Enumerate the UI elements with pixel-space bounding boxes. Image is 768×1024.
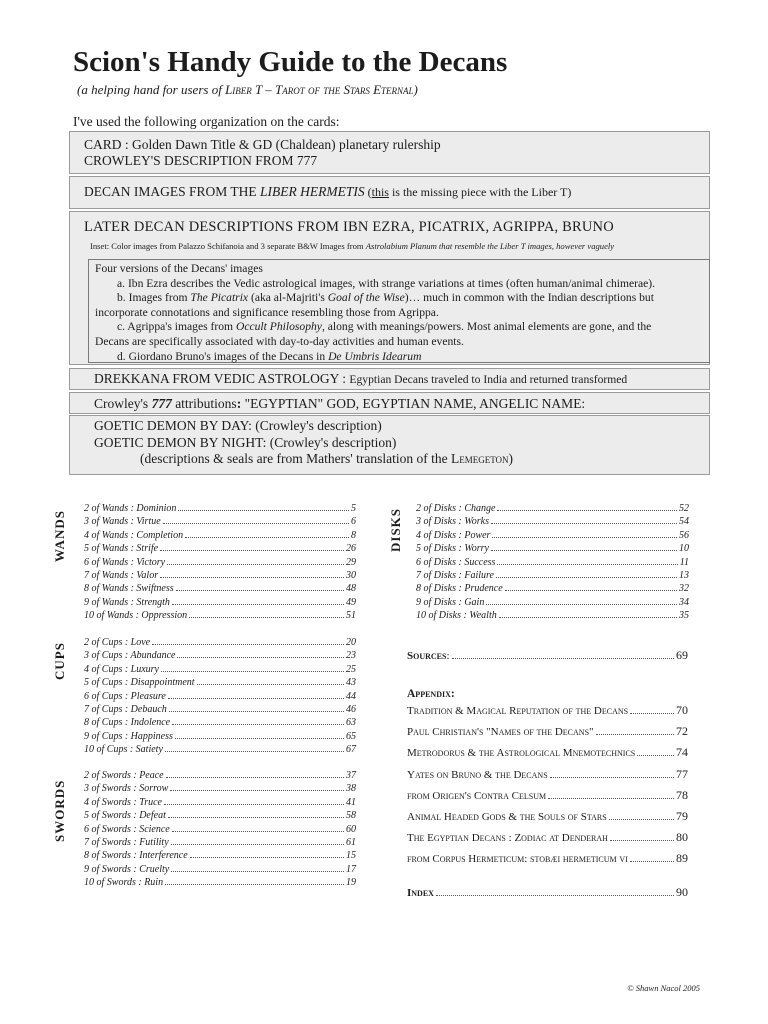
appendix-entry[interactable] xyxy=(407,851,688,866)
leader-dots xyxy=(172,723,344,725)
page-subtitle xyxy=(77,82,418,98)
toc-entry-title: 4 of Disks : Power xyxy=(416,529,491,541)
appendix-entry[interactable] xyxy=(407,830,688,845)
toc-entry[interactable] xyxy=(84,582,356,595)
leader-dots xyxy=(152,643,344,645)
leader-dots xyxy=(550,776,674,778)
goetic-night: GOETIC DEMON BY NIGHT: (Crowley's description) xyxy=(94,434,397,450)
toc-entry[interactable] xyxy=(84,556,356,569)
goetic-source xyxy=(94,451,709,468)
appendix-entry-page: 70 xyxy=(676,703,688,717)
toc-entry-page: 38 xyxy=(346,783,356,795)
appendix-entry[interactable] xyxy=(407,724,688,739)
right-toc xyxy=(407,648,688,908)
leader-dots xyxy=(163,522,349,524)
toc-entry-title: 10 of Cups : Satiety xyxy=(84,744,163,756)
appendix-entry-page: 78 xyxy=(676,788,688,802)
toc-entry-page: 6 xyxy=(351,516,356,528)
leader-dots xyxy=(167,563,344,565)
goetic-source-close: ) xyxy=(508,451,514,466)
toc-entry-title: 10 of Swords : Ruin xyxy=(84,877,164,889)
toc-entry[interactable] xyxy=(84,636,356,649)
toc-entry[interactable] xyxy=(416,502,689,515)
leader-dots xyxy=(169,710,344,712)
toc-entry[interactable] xyxy=(84,663,356,676)
toc-entry-page: 34 xyxy=(679,596,689,608)
version-b-post: )… much in common with the Indian descriptions but xyxy=(404,291,654,305)
toc-entry-title: 2 of Swords : Peace xyxy=(84,770,164,781)
appendix-entry-page: 79 xyxy=(676,809,688,823)
appendix-entry-title: Metrodorus & the Astrological Mnemotechnics xyxy=(407,747,636,759)
leader-dots xyxy=(491,522,677,524)
version-c xyxy=(95,320,709,335)
drekkana-note: Egyptian Decans traveled to India and returned transformed xyxy=(349,373,628,386)
toc-entry[interactable] xyxy=(416,515,689,528)
toc-entry-page: 17 xyxy=(346,863,356,875)
leader-dots xyxy=(436,894,674,896)
subtitle-close: ) xyxy=(413,82,418,97)
leader-dots xyxy=(189,616,344,618)
toc-entry-page: 11 xyxy=(679,556,689,568)
toc-entry-title: 4 of Wands : Completion xyxy=(84,529,184,541)
toc-disks xyxy=(416,502,689,623)
toc-entry-page: 41 xyxy=(346,796,356,808)
appendix-entry[interactable] xyxy=(407,809,688,824)
subtitle-book-title: Liber T – Tarot of the Stars Eternal xyxy=(225,82,414,97)
toc-entry[interactable] xyxy=(416,596,689,609)
leader-dots xyxy=(168,816,344,818)
toc-entry-title: 2 of Wands : Dominion xyxy=(84,503,177,514)
appendix-entry[interactable] xyxy=(407,703,688,718)
toc-entry-page: 5 xyxy=(351,503,356,514)
toc-entry-title: 5 of Swords : Defeat xyxy=(84,810,166,822)
toc-entry-page: 20 xyxy=(346,637,356,648)
toc-entry-title: 8 of Wands : Swiftness xyxy=(84,583,174,595)
toc-entry-title: 6 of Disks : Success xyxy=(416,556,496,568)
toc-entry-title: 2 of Disks : Change xyxy=(416,503,496,514)
toc-entry-title: 7 of Swords : Futility xyxy=(84,837,169,849)
card-line-1: CARD : Golden Dawn Title & GD (Chaldean) planetary rulership xyxy=(84,137,441,152)
toc-entry[interactable] xyxy=(84,542,356,555)
suit-label-swords: SWORDS xyxy=(52,779,67,842)
toc-entry[interactable] xyxy=(84,730,356,743)
leader-dots xyxy=(166,776,344,778)
toc-entry-page: 10 xyxy=(679,543,689,555)
toc-entry-title: 8 of Disks : Prudence xyxy=(416,583,503,595)
toc-entry[interactable] xyxy=(84,796,356,809)
leader-dots xyxy=(497,563,677,565)
toc-entry-page: 51 xyxy=(346,610,356,622)
decan-images-text: DECAN IMAGES FROM THE xyxy=(84,184,261,199)
toc-entry-title: 3 of Cups : Abundance xyxy=(84,650,176,662)
toc-entry-page: 13 xyxy=(679,570,689,582)
four-versions-box xyxy=(88,259,710,363)
leader-dots xyxy=(630,712,674,714)
version-c-pre: c. Agrippa's images from xyxy=(117,320,236,334)
toc-entry-page: 19 xyxy=(346,877,356,889)
toc-index[interactable] xyxy=(407,885,688,900)
version-d-book: De Umbris Idearum xyxy=(328,349,422,363)
toc-entry-page: 44 xyxy=(346,690,356,702)
toc-entry-title: 3 of Wands : Virtue xyxy=(84,516,161,528)
appendix-entry-title: Animal Headed Gods & the Souls of Stars xyxy=(407,811,607,823)
toc-entry[interactable] xyxy=(84,676,356,689)
leader-dots xyxy=(161,670,344,672)
leader-dots xyxy=(165,750,344,752)
toc-entry[interactable] xyxy=(84,703,356,716)
drekkana-box xyxy=(69,368,710,390)
copyright: © Shawn Nacol 2005 xyxy=(627,983,700,993)
four-versions-heading: Four versions of the Decans' images xyxy=(95,262,263,275)
leader-dots xyxy=(160,576,344,578)
leader-dots xyxy=(190,856,344,858)
toc-entry[interactable] xyxy=(84,649,356,662)
toc-entry-page: 25 xyxy=(346,663,356,675)
appendix-entry-title: The Egyptian Decans : Zodiac at Denderah xyxy=(407,832,608,844)
toc-entry-page: 30 xyxy=(346,570,356,582)
leader-dots xyxy=(177,656,344,658)
toc-entry-title: 8 of Cups : Indolence xyxy=(84,717,171,729)
toc-entry[interactable] xyxy=(84,609,356,622)
leader-dots xyxy=(486,603,677,605)
toc-entry-title: 6 of Swords : Science xyxy=(84,823,170,835)
leader-dots xyxy=(175,737,344,739)
toc-entry-page: 60 xyxy=(346,823,356,835)
toc-entry-title: 7 of Disks : Failure xyxy=(416,570,494,582)
leader-dots xyxy=(172,603,344,605)
crowley-pre: Crowley's xyxy=(94,396,152,411)
toc-entry-page: 32 xyxy=(679,583,689,595)
toc-entry[interactable] xyxy=(416,609,689,622)
toc-entry-title: 4 of Swords : Truce xyxy=(84,796,162,808)
toc-entry-page: 8 xyxy=(351,529,356,541)
leader-dots xyxy=(499,616,677,618)
toc-cups xyxy=(84,636,356,757)
appendix-entry-title: Paul Christian's "Names of the Decans" xyxy=(407,726,594,738)
toc-entry-page: 46 xyxy=(346,704,356,716)
version-d xyxy=(95,350,709,365)
toc-entry-page: 35 xyxy=(679,610,689,622)
toc-entry-page: 54 xyxy=(679,516,689,528)
toc-entry-page: 48 xyxy=(346,583,356,595)
crowley-attributions: attributions xyxy=(171,396,237,411)
later-heading: LATER DECAN DESCRIPTIONS FROM IBN EZRA, PICATRIX, AGRIPPA, BRUNO xyxy=(84,219,614,235)
toc-entry[interactable] xyxy=(84,782,356,795)
toc-entry-page: 29 xyxy=(346,556,356,568)
goetic-day: GOETIC DEMON BY DAY: (Crowley's description) xyxy=(94,418,382,433)
toc-entry-page: 23 xyxy=(346,650,356,662)
toc-entry[interactable] xyxy=(84,769,356,782)
version-c-cont: Decans are specifically associated with day-to-day activities and human events. xyxy=(95,334,464,348)
later-descriptions-box xyxy=(69,211,710,365)
appendix-entry[interactable] xyxy=(407,745,688,760)
toc-entry-title: 6 of Cups : Pleasure xyxy=(84,690,166,702)
toc-entry-title: 9 of Wands : Strength xyxy=(84,596,170,608)
toc-entry[interactable] xyxy=(416,582,689,595)
leader-dots xyxy=(596,733,674,735)
toc-entry-title: 5 of Disks : Worry xyxy=(416,543,489,555)
version-a: a. Ibn Ezra describes the Vedic astrological images, with strange variations at times (often human/animal chimerae). xyxy=(117,276,656,290)
crowley-777: 777 xyxy=(151,396,172,411)
decan-images-book: LIBER HERMETIS xyxy=(260,184,365,199)
toc-entry[interactable] xyxy=(84,515,356,528)
leader-dots xyxy=(170,789,344,791)
leader-dots xyxy=(197,683,344,685)
toc-entry-title: 9 of Swords : Cruelty xyxy=(84,863,170,875)
toc-entry-title: 3 of Disks : Works xyxy=(416,516,489,528)
crowley-colon: : xyxy=(236,396,245,411)
appendix-entry-page: 80 xyxy=(676,830,688,844)
toc-entry[interactable] xyxy=(84,569,356,582)
leader-dots xyxy=(165,883,344,885)
toc-entry-title: 9 of Disks : Gain xyxy=(416,596,485,608)
sources-page: 69 xyxy=(676,648,688,662)
toc-entry-page: 37 xyxy=(346,770,356,781)
leader-dots xyxy=(176,589,344,591)
toc-entry-page: 63 xyxy=(346,717,356,729)
toc-entry-title: 5 of Cups : Disappointment xyxy=(84,677,195,689)
appendix-entry-title: from Origen's Contra Celsum xyxy=(407,790,547,802)
toc-entry[interactable] xyxy=(84,849,356,862)
leader-dots xyxy=(497,509,677,511)
toc-entry-page: 52 xyxy=(679,503,689,514)
toc-entry[interactable] xyxy=(84,876,356,889)
appendix-entry[interactable] xyxy=(407,788,688,803)
version-b-mid: (aka al-Majriti's xyxy=(248,291,328,305)
appendix-entry-page: 74 xyxy=(676,745,688,759)
index-label: Index xyxy=(407,887,434,899)
toc-entry-title: 3 of Swords : Sorrow xyxy=(84,783,169,795)
intro-text: I've used the following organization on the cards: xyxy=(73,114,340,129)
version-b-cont: incorporate connotations and significance resembling those from Agrippa. xyxy=(95,305,439,319)
toc-entry-page: 49 xyxy=(346,596,356,608)
version-b-book: The Picatrix xyxy=(190,291,249,305)
toc-entry[interactable] xyxy=(416,569,689,582)
appendix-entry-title: from Corpus Hermeticum: stobæi hermeticum vi xyxy=(407,853,628,865)
leader-dots xyxy=(452,657,674,659)
version-b-pre: b. Images from xyxy=(117,291,191,305)
crowley-box xyxy=(69,392,710,414)
index-page: 90 xyxy=(676,885,688,899)
leader-dots xyxy=(505,589,677,591)
leader-dots xyxy=(171,870,344,872)
toc-entry[interactable] xyxy=(416,542,689,555)
version-b-book-2: Goal of the Wise xyxy=(327,291,405,305)
toc-entry[interactable] xyxy=(416,529,689,542)
appendix-entry-page: 89 xyxy=(676,851,688,865)
appendix-entry-page: 72 xyxy=(676,724,688,738)
toc-entry[interactable] xyxy=(84,596,356,609)
appendix-entry-page: 77 xyxy=(676,767,688,781)
leader-dots xyxy=(609,818,674,820)
version-b xyxy=(95,291,709,306)
goetic-box xyxy=(69,415,710,475)
appendix-entry-title: Tradition & Magical Reputation of the Decans xyxy=(407,705,629,717)
appendix-entry-title: Yates on Bruno & the Decans xyxy=(407,769,548,781)
toc-entry[interactable] xyxy=(84,529,356,542)
suit-label-disks: DISKS xyxy=(388,507,403,552)
toc-entry-page: 26 xyxy=(346,543,356,555)
leader-dots xyxy=(172,830,344,832)
toc-entry-page: 56 xyxy=(679,529,689,541)
toc-entry[interactable] xyxy=(84,743,356,756)
toc-entry-page: 65 xyxy=(346,730,356,742)
goetic-source-book: Lemegeton xyxy=(450,451,509,466)
leader-dots xyxy=(637,754,674,756)
toc-entry-title: 7 of Cups : Debauch xyxy=(84,704,167,716)
leader-dots xyxy=(630,860,674,862)
toc-entry-title: 4 of Cups : Luxury xyxy=(84,663,159,675)
toc-entry[interactable] xyxy=(84,690,356,703)
leader-dots xyxy=(171,843,344,845)
toc-entry-title: 10 of Wands : Oppression xyxy=(84,610,188,622)
card-box xyxy=(69,131,710,174)
toc-entry-page: 15 xyxy=(346,850,356,862)
toc-entry[interactable] xyxy=(84,863,356,876)
toc-entry-page: 43 xyxy=(346,677,356,689)
decan-images-underline: this xyxy=(371,185,389,199)
toc-entry[interactable] xyxy=(84,823,356,836)
toc-entry-page: 67 xyxy=(346,744,356,756)
toc-entry[interactable] xyxy=(84,716,356,729)
version-c-post: , along with meanings/powers. Most animal elements are gone, and the xyxy=(321,320,652,334)
drekkana-heading: DREKKANA FROM VEDIC ASTROLOGY : xyxy=(94,371,350,386)
toc-entry[interactable] xyxy=(84,836,356,849)
toc-entry-title: 2 of Cups : Love xyxy=(84,637,151,648)
leader-dots xyxy=(491,549,677,551)
inset-note xyxy=(90,241,709,251)
card-line-2: CROWLEY'S DESCRIPTION FROM 777 xyxy=(84,153,318,168)
leader-dots xyxy=(185,536,349,538)
leader-dots xyxy=(164,803,344,805)
decan-images-box xyxy=(69,176,710,209)
inset-text: Inset: Color images from Palazzo Schifanoia and 3 separate B&W Images from xyxy=(90,241,366,251)
toc-swords xyxy=(84,769,356,890)
toc-entry-title: 6 of Wands : Victory xyxy=(84,556,166,568)
goetic-source-text: (descriptions & seals are from Mathers' translation of the xyxy=(140,451,451,466)
toc-sources[interactable]: Sources : 69 xyxy=(407,648,688,662)
leader-dots xyxy=(160,549,344,551)
suit-label-wands: WANDS xyxy=(52,510,67,562)
toc-entry-title: 7 of Wands : Valor xyxy=(84,570,159,582)
decan-images-note: is the missing piece with the Liber T) xyxy=(388,185,572,199)
leader-dots xyxy=(496,576,677,578)
appendix-entry[interactable] xyxy=(407,767,688,782)
toc-entry-title: 5 of Wands : Strife xyxy=(84,543,159,555)
inset-italic: Astrolabium Planum that resemble the Liber T images, however vaguely xyxy=(365,241,615,251)
toc-entry[interactable] xyxy=(84,502,356,515)
toc-entry-title: 8 of Swords : Interference xyxy=(84,850,188,862)
toc-entry-page: 58 xyxy=(346,810,356,822)
leader-dots xyxy=(178,509,349,511)
toc-entry-page: 61 xyxy=(346,837,356,849)
sources-label: Sources xyxy=(407,650,447,662)
version-c-book: Occult Philosophy xyxy=(235,320,322,334)
toc-entry[interactable] xyxy=(416,556,689,569)
toc-entry-title: 9 of Cups : Happiness xyxy=(84,730,173,742)
leader-dots xyxy=(168,697,344,699)
appendix-heading: Appendix: xyxy=(407,688,455,700)
leader-dots xyxy=(610,839,674,841)
crowley-names: "EGYPTIAN" GOD, EGYPTIAN NAME, ANGELIC NAME: xyxy=(244,396,586,411)
page-title: Scion's Handy Guide to the Decans xyxy=(73,46,508,78)
leader-dots xyxy=(492,536,677,538)
decan-images-paren: ( xyxy=(364,185,372,199)
toc-entry-title: 10 of Disks : Wealth xyxy=(416,610,497,622)
suit-label-cups: CUPS xyxy=(52,642,67,680)
toc-wands xyxy=(84,502,356,623)
version-d-pre: d. Giordano Bruno's images of the Decans in xyxy=(117,349,329,363)
leader-dots xyxy=(548,797,674,799)
toc-entry[interactable] xyxy=(84,809,356,822)
subtitle-text: (a helping hand for users of xyxy=(77,82,226,97)
